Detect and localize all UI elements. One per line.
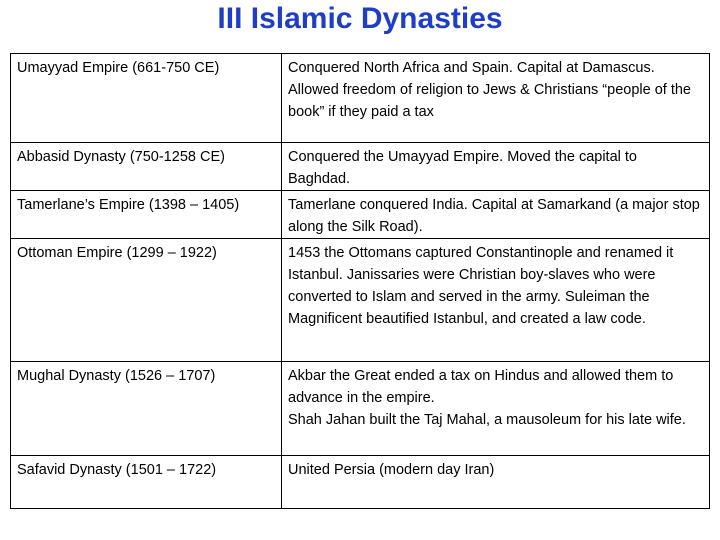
page-title: III Islamic Dynasties <box>217 2 503 35</box>
dynasty-description: Conquered the Umayyad Empire. Moved the capital to Baghdad. <box>282 143 710 191</box>
dynasty-name: Safavid Dynasty (1501 – 1722) <box>11 456 282 509</box>
table-row <box>11 456 710 509</box>
dynasty-name: Mughal Dynasty (1526 – 1707) <box>11 362 282 456</box>
dynasty-description: United Persia (modern day Iran) <box>282 456 710 509</box>
dynasties-table <box>10 53 710 509</box>
table-row <box>11 362 710 456</box>
table-row <box>11 54 710 143</box>
dynasty-name: Abbasid Dynasty (750-1258 CE) <box>11 143 282 191</box>
table-row <box>11 239 710 362</box>
dynasty-name: Tamerlane’s Empire (1398 – 1405) <box>11 191 282 239</box>
dynasty-description: Akbar the Great ended a tax on Hindus and allowed them to advance in the empire. Shah Jahan built the Taj Mahal, a mausoleum for his late wife. <box>282 362 710 456</box>
dynasty-name: Ottoman Empire (1299 – 1922) <box>11 239 282 362</box>
table-row <box>11 143 710 191</box>
table-row <box>11 191 710 239</box>
dynasty-description: Conquered North Africa and Spain. Capital at Damascus. Allowed freedom of religion to Jews & Christians “people of the book” if they paid a tax <box>282 54 710 143</box>
dynasty-name: Umayyad Empire (661-750 CE) <box>11 54 282 143</box>
dynasty-description: Tamerlane conquered India. Capital at Samarkand (a major stop along the Silk Road). <box>282 191 710 239</box>
dynasty-description: 1453 the Ottomans captured Constantinople and renamed it Istanbul. Janissaries were Christian boy-slaves who were converted to Islam and served in the army. Suleiman the Magnificent beautified Istanbul, and created a law code. <box>282 239 710 362</box>
